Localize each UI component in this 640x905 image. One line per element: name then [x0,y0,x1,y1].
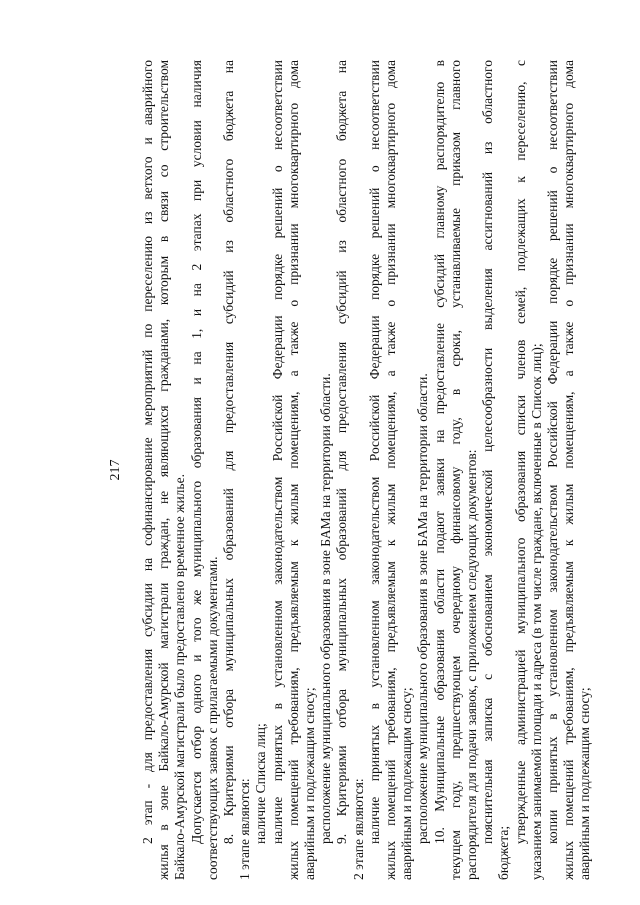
text-line: соответствующих заявок с прилагаемыми документами. [204,556,220,880]
text-line: копии принятых в установленном законодательством Российской Федерации порядке решений о несоответствии [545,60,561,844]
text-line: аварийным и подлежащим сносу; [302,687,318,880]
text-line: текущем году, предшествующем очередному финансовому году, в сроки, устанавливаемые приказом главного [447,60,463,880]
text-line: расположение муниципального образования в зоне БАМа на территории области. [415,373,431,844]
text-line: Допускается отбор одного и того же муниципального образования и на 1, и на 2 этапах при условии наличия [188,60,204,844]
text-line: утвержденные администрацией муниципального образования списки членов семей, подлежащих к переселению, с [512,60,528,844]
text-line: жилых помещений требованиям, предъявляемым к жилым помещениям, а также о признании многоквартирного дома [383,60,399,880]
text-line: 2 этап - для предоставления субсидии на софинансирование мероприятий по переселению из ветхого и аварийного [140,60,155,844]
text-line: 1 этапе являются: [237,778,253,880]
text-line: бюджета; [496,825,512,880]
text-lines [140,60,594,880]
text-line: указанием занимаемой площади и адреса (в том числе граждане, включенные в Список лиц); [528,343,544,880]
text-line: 2 этапе являются: [350,778,366,880]
text-line: аварийным и подлежащим сносу; [399,687,415,880]
text-line: 9. Критериями отбора муниципальных образований для предоставления субсидий из областного бюджета на [334,60,350,844]
text-line: аварийным и подлежащим сносу; [577,687,593,880]
text-line: 8. Критериями отбора муниципальных образований для предоставления субсидий из областного бюджета на [221,60,237,844]
text-line: расположение муниципального образования в зоне БАМа на территории области. [318,373,334,844]
page-number: 217 [108,459,123,481]
text-line: наличие Списка лиц; [253,723,269,844]
text-line: пояснительная записка с обоснованием экономической целесообразности выделения ассигнований из областного [480,60,496,844]
text-line: Байкало-Амурской магистрали было предоставлено временное жилье. [172,474,188,880]
text-line: жилых помещений требованиям, предъявляемым к жилым помещениям, а также о признании многоквартирного дома [561,60,577,880]
text-line: распорядителя для подачи заявок, с приложением следующих документов: [464,449,480,880]
text-line: жилых помещений требованиям, предъявляемым к жилым помещениям, а также о признании многоквартирного дома [285,60,301,880]
text-line: наличие принятых в установленном законодательством Российской Федерации порядке решений о несоответствии [366,60,382,844]
text-line: жилья в зоне Байкало-Амурской магистрали граждан, не являющихся гражданами, которым в связи со строительством [156,60,172,880]
text-line: наличие принятых в установленном законодательством Российской Федерации порядке решений о несоответствии [269,60,285,844]
rotated-text-block [108,60,593,880]
text-line: 10. Муниципальные образования области подают заявки на предоставление субсидий главному распорядителю в [431,60,447,844]
